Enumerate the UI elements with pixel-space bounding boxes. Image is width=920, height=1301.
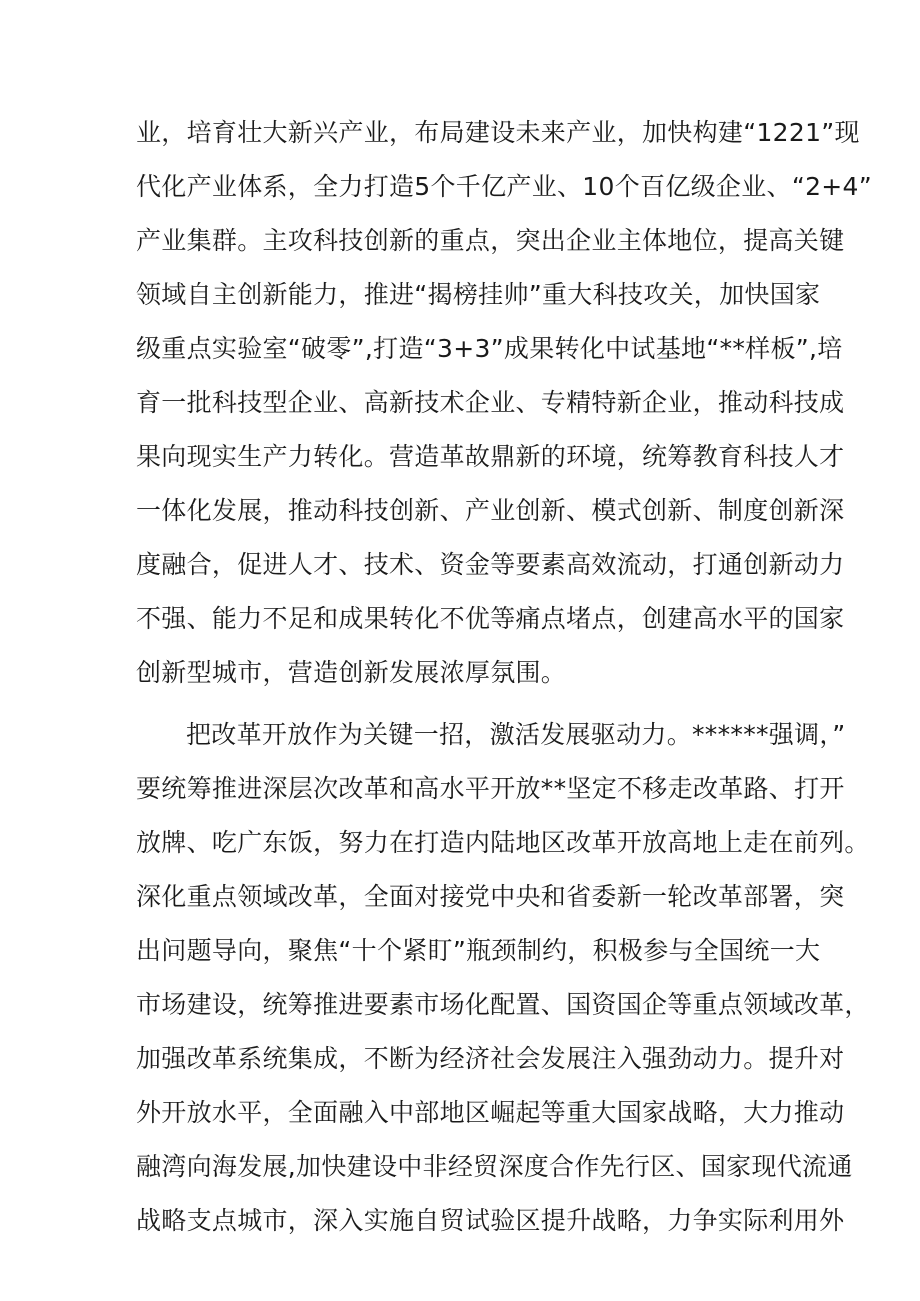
text-line: 果向现实生产力转化。营造革故鼎新的环境，统筹教育科技人才	[136, 442, 845, 471]
text-line: 把改革开放作为关键一招，激活发展驱动力。******强调，”	[186, 720, 846, 749]
text-line: 领域自主创新能力，推进“揭榜挂帅”重大科技攻关，加快国家	[136, 280, 821, 309]
text-line: 外开放水平，全面融入中部地区崛起等重大国家战略，大力推动	[136, 1098, 845, 1127]
text-line: 创新型城市，营造创新发展浓厚氛围。	[136, 658, 567, 687]
text-line: 要统筹推进深层次改革和高水平开放**坚定不移走改革路、打开	[136, 774, 845, 803]
text-line: 市场建设，统筹推进要素市场化配置、国资国企等重点领域改革，	[136, 990, 870, 1019]
text-line: 深化重点领域改革，全面对接党中央和省委新一轮改革部署，突	[136, 882, 845, 911]
text-line: 代化产业体系，全力打造5个千亿产业、10个百亿级企业、“2+4”	[136, 172, 872, 201]
text-line: 度融合，促进人才、技术、资金等要素高效流动，打通创新动力	[136, 550, 845, 579]
text-line: 产业集群。主攻科技创新的重点，突出企业主体地位，提高关键	[136, 226, 845, 255]
text-line: 加强改革系统集成，不断为经济社会发展注入强劲动力。提升对	[136, 1044, 845, 1073]
text-line: 一体化发展，推动科技创新、产业创新、模式创新、制度创新深	[136, 496, 845, 525]
text-line: 融湾向海发展,加快建设中非经贸深度合作先行区、国家现代流通	[136, 1152, 853, 1181]
text-line: 战略支点城市，深入实施自贸试验区提升战略，力争实际利用外	[136, 1206, 845, 1235]
text-line: 放牌、吃广东饭，努力在打造内陆地区改革开放高地上走在前列。	[136, 828, 870, 857]
text-line: 级重点实验室“破零”,打造“3+3”成果转化中试基地“**样板”,培	[136, 334, 843, 363]
text-line: 出问题导向，聚焦“十个紧盯”瓶颈制约，积极参与全国统一大	[136, 936, 821, 965]
text-line: 育一批科技型企业、高新技术企业、专精特新企业，推动科技成	[136, 388, 845, 417]
text-line: 业，培育壮大新兴产业，布局建设未来产业，加快构建“1221”现	[136, 118, 860, 147]
text-line: 不强、能力不足和成果转化不优等痛点堵点，创建高水平的国家	[136, 604, 845, 633]
